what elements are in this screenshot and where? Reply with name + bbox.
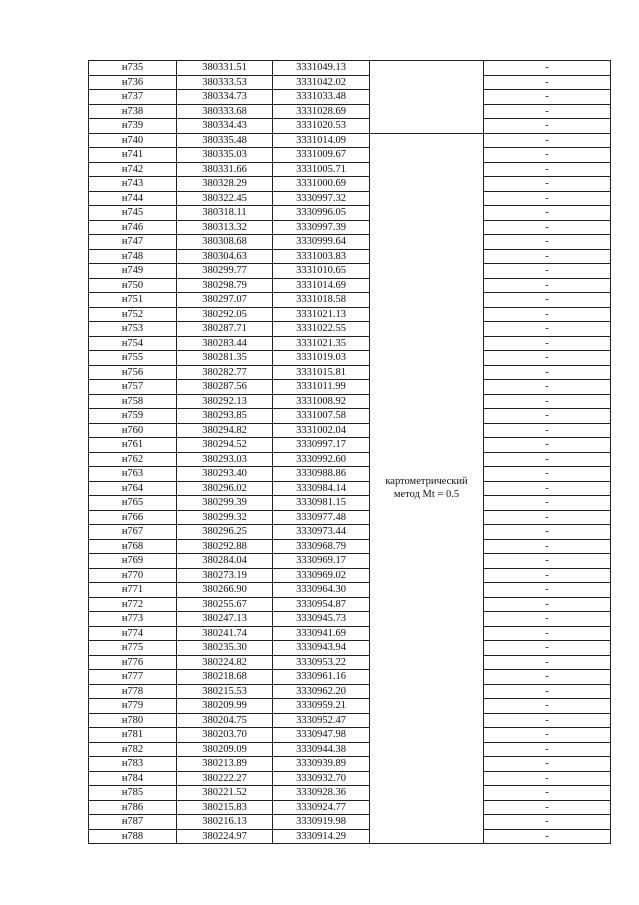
point-id-cell: н767 [89,525,177,540]
x-coordinate-cell: 380322.45 [177,191,273,206]
point-id-cell: н778 [89,684,177,699]
point-id-cell: н738 [89,104,177,119]
table-row [89,539,611,554]
y-coordinate-cell: 3331021.13 [273,307,370,322]
description-cell: - [484,61,611,76]
y-coordinate-cell: 3331007.58 [273,409,370,424]
x-coordinate-cell: 380224.97 [177,829,273,844]
description-cell: - [484,684,611,699]
point-id-cell: н752 [89,307,177,322]
point-id-cell: н735 [89,61,177,76]
y-coordinate-cell: 3330999.64 [273,235,370,250]
table-row [89,119,611,134]
point-id-cell: н784 [89,771,177,786]
x-coordinate-cell: 380334.43 [177,119,273,134]
method-cell-empty [370,61,484,134]
point-id-cell: н766 [89,510,177,525]
description-cell: - [484,119,611,134]
description-cell: - [484,670,611,685]
y-coordinate-cell: 3330914.29 [273,829,370,844]
point-id-cell: н779 [89,699,177,714]
description-cell: - [484,177,611,192]
table-row [89,626,611,641]
description-cell: - [484,409,611,424]
y-coordinate-cell: 3331008.92 [273,394,370,409]
x-coordinate-cell: 380203.70 [177,728,273,743]
point-id-cell: н782 [89,742,177,757]
point-id-cell: н783 [89,757,177,772]
table-row [89,568,611,583]
table-row [89,104,611,119]
y-coordinate-cell: 3331009.67 [273,148,370,163]
x-coordinate-cell: 380273.19 [177,568,273,583]
description-cell: - [484,438,611,453]
y-coordinate-cell: 3330928.36 [273,786,370,801]
x-coordinate-cell: 380222.27 [177,771,273,786]
y-coordinate-cell: 3331021.35 [273,336,370,351]
point-id-cell: н771 [89,583,177,598]
table-row [89,322,611,337]
table-row [89,75,611,90]
x-coordinate-cell: 380266.90 [177,583,273,598]
point-id-cell: н763 [89,467,177,482]
description-cell: - [484,307,611,322]
description-cell: - [484,786,611,801]
description-cell: - [484,293,611,308]
x-coordinate-cell: 380334.73 [177,90,273,105]
x-coordinate-cell: 380281.35 [177,351,273,366]
point-id-cell: н776 [89,655,177,670]
table-row [89,293,611,308]
y-coordinate-cell: 3330969.17 [273,554,370,569]
description-cell: - [484,90,611,105]
y-coordinate-cell: 3330939.89 [273,757,370,772]
y-coordinate-cell: 3331014.09 [273,133,370,148]
point-id-cell: н773 [89,612,177,627]
description-cell: - [484,481,611,496]
description-cell: - [484,815,611,830]
point-id-cell: н759 [89,409,177,424]
x-coordinate-cell: 380296.25 [177,525,273,540]
description-cell: - [484,133,611,148]
table-row [89,496,611,511]
table-row [89,699,611,714]
table-row [89,713,611,728]
point-id-cell: н781 [89,728,177,743]
point-id-cell: н741 [89,148,177,163]
table-row [89,336,611,351]
y-coordinate-cell: 3331000.69 [273,177,370,192]
description-cell: - [484,104,611,119]
table-row [89,307,611,322]
x-coordinate-cell: 380333.53 [177,75,273,90]
y-coordinate-cell: 3330945.73 [273,612,370,627]
description-cell: - [484,75,611,90]
x-coordinate-cell: 380328.29 [177,177,273,192]
y-coordinate-cell: 3330954.87 [273,597,370,612]
table-row [89,757,611,772]
point-id-cell: н740 [89,133,177,148]
y-coordinate-cell: 3330932.70 [273,771,370,786]
table-row [89,365,611,380]
x-coordinate-cell: 380294.82 [177,423,273,438]
coordinates-table-body [89,61,611,844]
table-row [89,510,611,525]
description-cell: - [484,771,611,786]
table-row [89,278,611,293]
point-id-cell: н737 [89,90,177,105]
table-row [89,829,611,844]
x-coordinate-cell: 380209.09 [177,742,273,757]
description-cell: - [484,191,611,206]
y-coordinate-cell: 3331049.13 [273,61,370,76]
x-coordinate-cell: 380209.99 [177,699,273,714]
x-coordinate-cell: 380204.75 [177,713,273,728]
description-cell: - [484,467,611,482]
description-cell: - [484,249,611,264]
point-id-cell: н785 [89,786,177,801]
table-row [89,800,611,815]
point-id-cell: н747 [89,235,177,250]
x-coordinate-cell: 380218.68 [177,670,273,685]
point-id-cell: н760 [89,423,177,438]
y-coordinate-cell: 3331015.81 [273,365,370,380]
description-cell: - [484,539,611,554]
x-coordinate-cell: 380216.13 [177,815,273,830]
point-id-cell: н775 [89,641,177,656]
point-id-cell: н774 [89,626,177,641]
description-cell: - [484,612,611,627]
description-cell: - [484,510,611,525]
table-row [89,264,611,279]
table-row [89,235,611,250]
x-coordinate-cell: 380215.83 [177,800,273,815]
y-coordinate-cell: 3331010.65 [273,264,370,279]
x-coordinate-cell: 380292.13 [177,394,273,409]
description-cell: - [484,641,611,656]
description-cell: - [484,148,611,163]
table-row [89,728,611,743]
x-coordinate-cell: 380224.82 [177,655,273,670]
table-row [89,206,611,221]
description-cell: - [484,423,611,438]
table-row [89,481,611,496]
description-cell: - [484,554,611,569]
point-id-cell: н765 [89,496,177,511]
y-coordinate-cell: 3331028.69 [273,104,370,119]
point-id-cell: н736 [89,75,177,90]
y-coordinate-cell: 3330944.38 [273,742,370,757]
point-id-cell: н764 [89,481,177,496]
y-coordinate-cell: 3331003.83 [273,249,370,264]
description-cell: - [484,162,611,177]
description-cell: - [484,655,611,670]
point-id-cell: н777 [89,670,177,685]
point-id-cell: н756 [89,365,177,380]
point-id-cell: н769 [89,554,177,569]
x-coordinate-cell: 380284.04 [177,554,273,569]
x-coordinate-cell: 380299.39 [177,496,273,511]
x-coordinate-cell: 380292.88 [177,539,273,554]
y-coordinate-cell: 3330952.47 [273,713,370,728]
x-coordinate-cell: 380335.48 [177,133,273,148]
table-row [89,670,611,685]
x-coordinate-cell: 380221.52 [177,786,273,801]
method-name: картометрический [385,476,468,488]
table-row [89,351,611,366]
table-row [89,438,611,453]
description-cell: - [484,757,611,772]
y-coordinate-cell: 3330977.48 [273,510,370,525]
description-cell: - [484,365,611,380]
table-row [89,220,611,235]
table-row [89,467,611,482]
description-cell: - [484,220,611,235]
y-coordinate-cell: 3330964.30 [273,583,370,598]
point-id-cell: н787 [89,815,177,830]
x-coordinate-cell: 380247.13 [177,612,273,627]
table-row [89,162,611,177]
x-coordinate-cell: 380304.63 [177,249,273,264]
table-row [89,554,611,569]
y-coordinate-cell: 3330947.98 [273,728,370,743]
table-row [89,684,611,699]
x-coordinate-cell: 380335.03 [177,148,273,163]
y-coordinate-cell: 3331019.03 [273,351,370,366]
x-coordinate-cell: 380297.07 [177,293,273,308]
table-row [89,177,611,192]
table-row [89,133,611,148]
point-id-cell: н739 [89,119,177,134]
x-coordinate-cell: 380215.53 [177,684,273,699]
x-coordinate-cell: 380241.74 [177,626,273,641]
x-coordinate-cell: 380333.68 [177,104,273,119]
table-row [89,394,611,409]
point-id-cell: н749 [89,264,177,279]
table-row [89,771,611,786]
y-coordinate-cell: 3330941.69 [273,626,370,641]
x-coordinate-cell: 380287.56 [177,380,273,395]
x-coordinate-cell: 380298.79 [177,278,273,293]
point-id-cell: н750 [89,278,177,293]
x-coordinate-cell: 380282.77 [177,365,273,380]
description-cell: - [484,351,611,366]
table-row [89,90,611,105]
x-coordinate-cell: 380293.85 [177,409,273,424]
x-coordinate-cell: 380313.32 [177,220,273,235]
description-cell: - [484,583,611,598]
point-id-cell: н751 [89,293,177,308]
point-id-cell: н788 [89,829,177,844]
description-cell: - [484,496,611,511]
y-coordinate-cell: 3331022.55 [273,322,370,337]
y-coordinate-cell: 3330973.44 [273,525,370,540]
table-row [89,61,611,76]
point-id-cell: н772 [89,597,177,612]
description-cell: - [484,452,611,467]
x-coordinate-cell: 380213.89 [177,757,273,772]
description-cell: - [484,206,611,221]
point-id-cell: н744 [89,191,177,206]
x-coordinate-cell: 380255.67 [177,597,273,612]
point-id-cell: н755 [89,351,177,366]
y-coordinate-cell: 3330997.39 [273,220,370,235]
description-cell: - [484,713,611,728]
y-coordinate-cell: 3331011.99 [273,380,370,395]
table-row [89,409,611,424]
x-coordinate-cell: 380299.77 [177,264,273,279]
x-coordinate-cell: 380318.11 [177,206,273,221]
y-coordinate-cell: 3330968.79 [273,539,370,554]
point-id-cell: н757 [89,380,177,395]
table-row [89,815,611,830]
table-row [89,583,611,598]
x-coordinate-cell: 380292.05 [177,307,273,322]
table-row [89,612,611,627]
description-cell: - [484,626,611,641]
y-coordinate-cell: 3330981.15 [273,496,370,511]
table-row [89,423,611,438]
x-coordinate-cell: 380293.40 [177,467,273,482]
y-coordinate-cell: 3330959.21 [273,699,370,714]
point-id-cell: н761 [89,438,177,453]
table-row [89,148,611,163]
x-coordinate-cell: 380235.30 [177,641,273,656]
x-coordinate-cell: 380308.68 [177,235,273,250]
point-id-cell: н745 [89,206,177,221]
description-cell: - [484,699,611,714]
table-row [89,742,611,757]
description-cell: - [484,394,611,409]
y-coordinate-cell: 3330992.60 [273,452,370,467]
table-row [89,249,611,264]
y-coordinate-cell: 3330962.20 [273,684,370,699]
description-cell: - [484,278,611,293]
description-cell: - [484,829,611,844]
x-coordinate-cell: 380331.66 [177,162,273,177]
point-id-cell: н746 [89,220,177,235]
point-id-cell: н758 [89,394,177,409]
description-cell: - [484,525,611,540]
description-cell: - [484,235,611,250]
table-row [89,786,611,801]
y-coordinate-cell: 3331002.04 [273,423,370,438]
point-id-cell: н770 [89,568,177,583]
y-coordinate-cell: 3331018.58 [273,293,370,308]
table-row [89,597,611,612]
point-id-cell: н762 [89,452,177,467]
point-id-cell: н768 [89,539,177,554]
description-cell: - [484,728,611,743]
y-coordinate-cell: 3330919.98 [273,815,370,830]
description-cell: - [484,336,611,351]
y-coordinate-cell: 3330988.86 [273,467,370,482]
y-coordinate-cell: 3330984.14 [273,481,370,496]
y-coordinate-cell: 3330943.94 [273,641,370,656]
description-cell: - [484,264,611,279]
y-coordinate-cell: 3330997.32 [273,191,370,206]
description-cell: - [484,568,611,583]
y-coordinate-cell: 3331042.02 [273,75,370,90]
y-coordinate-cell: 3330996.05 [273,206,370,221]
point-id-cell: н743 [89,177,177,192]
x-coordinate-cell: 380293.03 [177,452,273,467]
x-coordinate-cell: 380331.51 [177,61,273,76]
x-coordinate-cell: 380296.02 [177,481,273,496]
x-coordinate-cell: 380287.71 [177,322,273,337]
y-coordinate-cell: 3331005.71 [273,162,370,177]
y-coordinate-cell: 3331020.53 [273,119,370,134]
y-coordinate-cell: 3330969.02 [273,568,370,583]
point-id-cell: н742 [89,162,177,177]
description-cell: - [484,322,611,337]
y-coordinate-cell: 3330953.22 [273,655,370,670]
description-cell: - [484,742,611,757]
description-cell: - [484,597,611,612]
method-cell [370,133,484,844]
x-coordinate-cell: 380294.52 [177,438,273,453]
point-id-cell: н786 [89,800,177,815]
table-row [89,191,611,206]
point-id-cell: н753 [89,322,177,337]
description-cell: - [484,380,611,395]
y-coordinate-cell: 3330924.77 [273,800,370,815]
x-coordinate-cell: 380283.44 [177,336,273,351]
description-cell: - [484,800,611,815]
y-coordinate-cell: 3330997.17 [273,438,370,453]
x-coordinate-cell: 380299.32 [177,510,273,525]
method-accuracy: метод Mt = 0.5 [393,489,460,501]
table-row [89,655,611,670]
table-row [89,525,611,540]
point-id-cell: н780 [89,713,177,728]
y-coordinate-cell: 3331033.48 [273,90,370,105]
coordinates-table [88,60,611,844]
point-id-cell: н748 [89,249,177,264]
table-row [89,452,611,467]
y-coordinate-cell: 3331014.69 [273,278,370,293]
y-coordinate-cell: 3330961.16 [273,670,370,685]
point-id-cell: н754 [89,336,177,351]
table-row [89,380,611,395]
table-row [89,641,611,656]
